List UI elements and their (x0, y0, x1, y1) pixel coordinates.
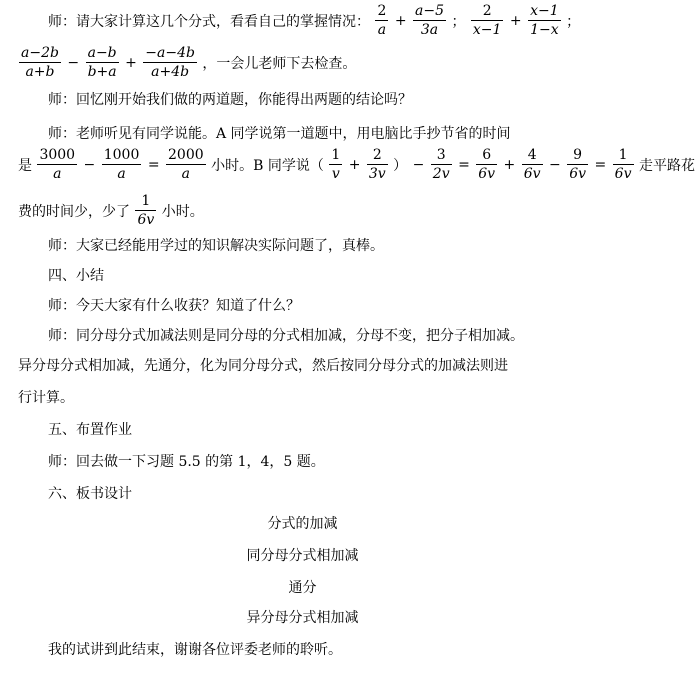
text-xiaoshi: 小时。B 同学说（ (211, 157, 324, 174)
text-fei: 费的时间少，少了 (18, 203, 130, 220)
minus-sign: − (83, 156, 96, 173)
paragraph-closing: 我的试讲到此结束，谢谢各位评委老师的聆听。 (48, 642, 342, 658)
student-answers-line (18, 146, 695, 183)
fraction: $\frac{2}{a}$ (377, 3, 387, 38)
equals-sign: = (594, 156, 607, 173)
minus-sign: − (412, 156, 425, 173)
paragraph-recall: 师：回忆刚开始我们做的两道题，你能得出两题的结论吗？ (48, 92, 412, 108)
text-zou: 走平路花 (638, 157, 695, 174)
board-line: 异分母分式相加减 (246, 610, 359, 626)
minus-sign: − (67, 54, 80, 71)
paragraph-rule-2: 异分母分式相加减，先通分，化为同分母分式，然后按同分母分式的加减法则进 (18, 358, 508, 374)
paragraph-question: 师：今天大家有什么收获？知道了什么？ (48, 298, 300, 314)
board-line: 通分 (288, 580, 317, 596)
fraction: $\frac{4}{6v}$ (523, 147, 541, 182)
fraction: $\frac{x-1}{1-x}$ (530, 3, 559, 38)
paragraph-homework: 师：回去做一下习题 5.5 的第 1，4，5 题。 (48, 454, 325, 470)
exercise-lead: 师：请大家计算这几个分式，看看自己的掌握情况： (48, 13, 370, 30)
plus-sign: + (503, 156, 516, 173)
fraction: $\frac{2}{x-1}$ (472, 3, 502, 38)
equals-sign: = (458, 156, 470, 173)
fraction: $\frac{1000}{a}$ (103, 147, 140, 182)
fraction: $\frac{a-5}{3a}$ (415, 3, 444, 38)
separator: ； (566, 13, 581, 30)
fraction: $\frac{9}{6v}$ (569, 147, 587, 182)
heading-summary: 四、小结 (48, 268, 104, 284)
fraction: $\frac{3000}{a}$ (39, 147, 76, 182)
fraction: $\frac{a-b}{b+a}$ (87, 45, 117, 80)
right-paren: ） (393, 157, 408, 174)
minus-sign: − (549, 156, 561, 173)
fraction: $\frac{-a-4b}{a+4b}$ (145, 45, 195, 80)
student-b-line-3 (18, 192, 204, 229)
plus-sign: + (509, 12, 522, 29)
fraction: $\frac{1}{6v}$ (137, 193, 155, 228)
text-shi: 是 (18, 157, 32, 174)
fraction: $\frac{1}{v}$ (331, 147, 341, 182)
paragraph-praise: 师：大家已经能用学过的知识解决实际问题了，真棒。 (48, 238, 384, 254)
fraction: $\frac{6}{6v}$ (478, 147, 496, 182)
plus-sign: + (394, 12, 407, 29)
exercise-tail: ，一会儿老师下去检查。 (202, 55, 357, 72)
paragraph-rule-3: 行计算。 (18, 390, 74, 406)
text-xiaoshi-2: 小时。 (161, 203, 204, 220)
equals-sign: = (147, 156, 160, 173)
exercise-line-2 (18, 44, 356, 81)
fraction: $\frac{3}{2v}$ (432, 147, 450, 182)
heading-board-design: 六、板书设计 (48, 486, 132, 502)
plus-sign: + (348, 156, 361, 173)
fraction: $\frac{2000}{a}$ (168, 147, 204, 182)
paragraph-rule-1: 师：同分母分式加减法则是同分母的分式相加减，分母不变，把分子相加减。 (48, 328, 524, 344)
board-line: 同分母分式相加减 (246, 548, 359, 564)
fraction: $\frac{2}{3v}$ (368, 147, 386, 182)
separator: ； (451, 13, 466, 30)
board-line: 分式的加减 (267, 516, 338, 532)
fraction: $\frac{a-2b}{a+b}$ (21, 45, 59, 80)
paragraph-student-a: 师：老师听见有同学说能。A 同学说第一道题中，用电脑比手抄节省的时间 (48, 126, 511, 142)
fraction: $\frac{1}{6v}$ (614, 147, 632, 182)
plus-sign: + (125, 54, 137, 71)
paragraph-exercise (48, 2, 580, 39)
heading-homework: 五、布置作业 (48, 422, 132, 438)
